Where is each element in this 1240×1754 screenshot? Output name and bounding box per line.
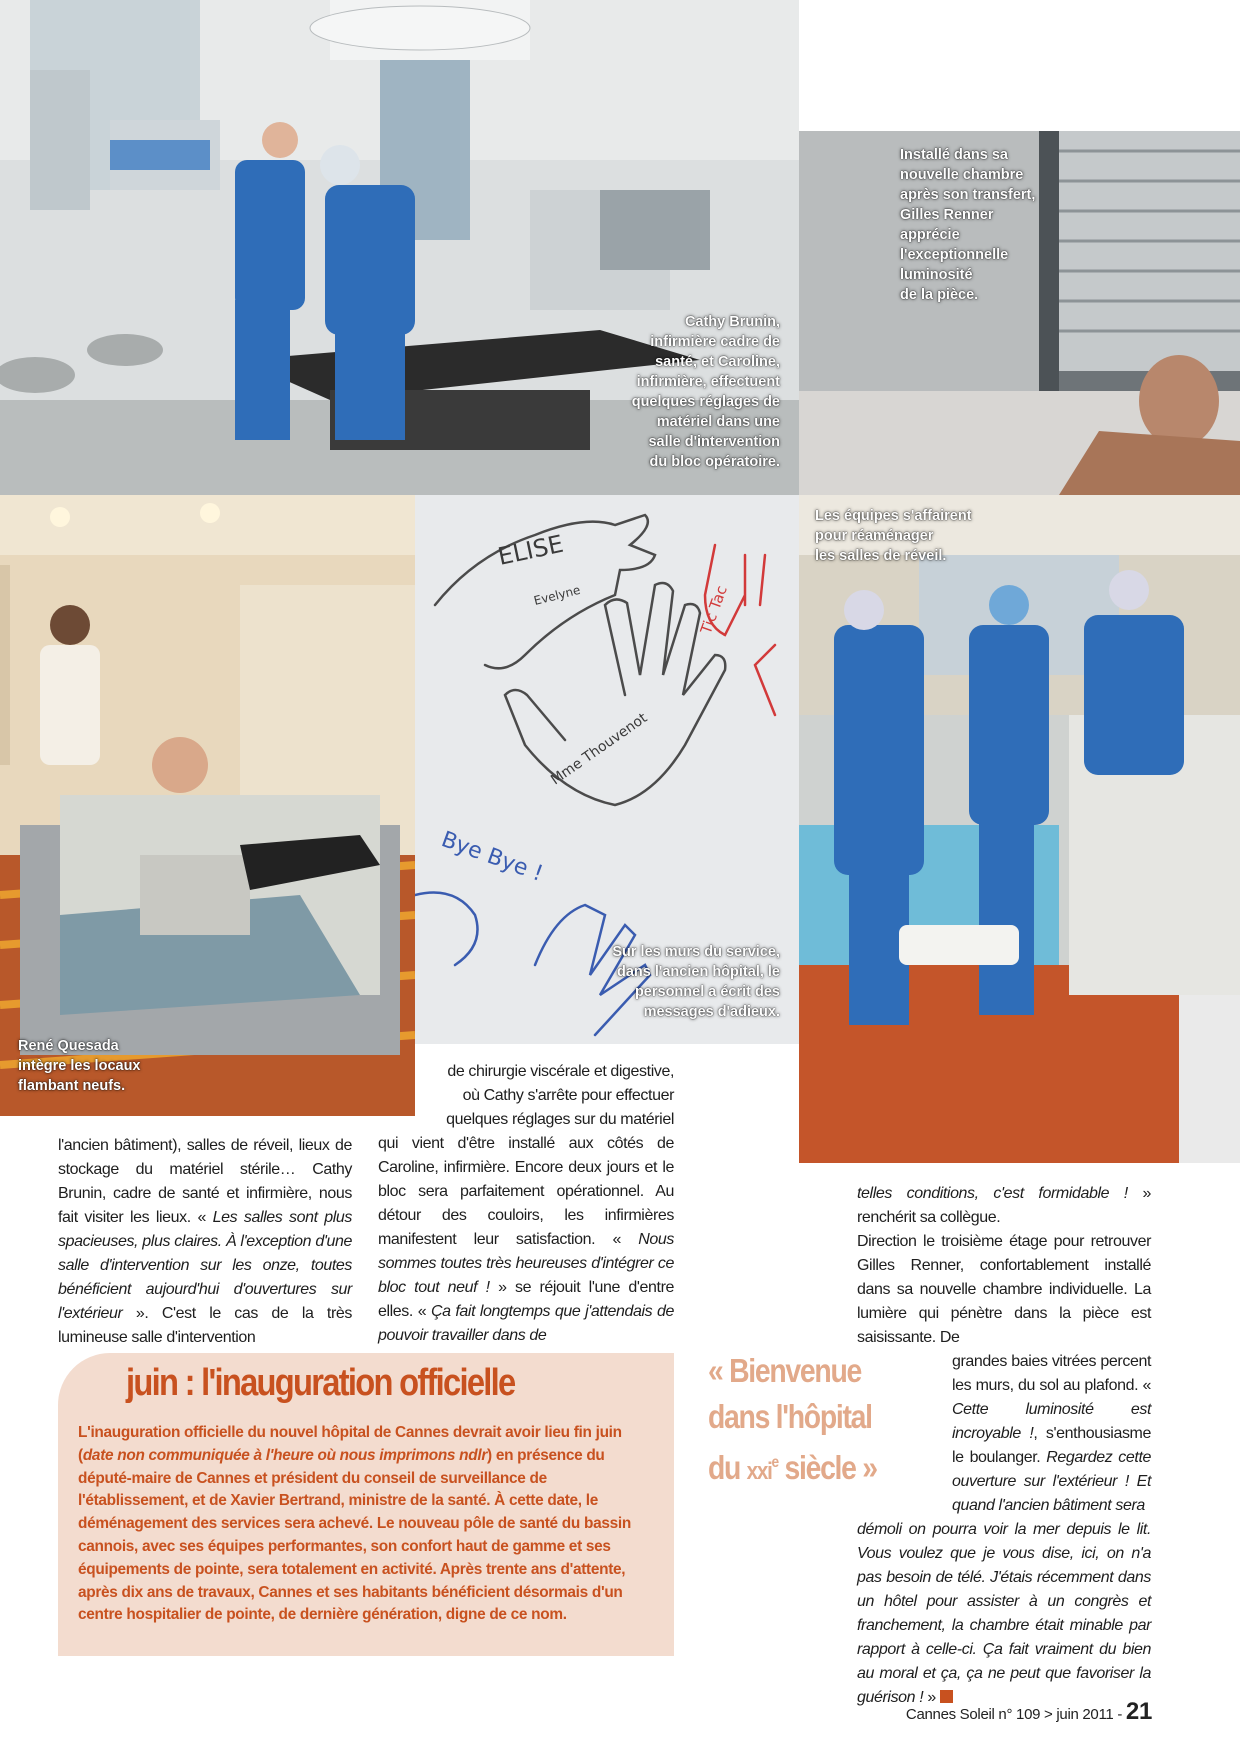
column3-close-quote: » — [923, 1689, 936, 1706]
pull-quote-line-1: « Bienvenue — [708, 1352, 862, 1389]
article-column-2 — [378, 1060, 674, 1348]
column2-quote-a: Nous sommes toutes très heureuses d'intégrer ce bloc tout neuf ! — [378, 1231, 674, 1296]
column2-quote-b: Ça fait longtemps que j'attendais de pouvoir travailler dans de — [378, 1303, 675, 1344]
caption-rene: René Quesada intègre les locaux flambant neufs. — [18, 1038, 141, 1094]
column3-para2: Direction le troisième étage pour retrouver Gilles Renner, confortablement installé dans sa nouvelle chambre individuelle. La lumière qui pénètre dans la pièce est saisissante. De — [857, 1233, 1151, 1346]
column3-text-a: » renchérit sa collègue. — [857, 1185, 1152, 1226]
column3-text-b: grandes baies vitrées percent les murs, du sol au plafond. « — [952, 1353, 1151, 1394]
column3-quote-c: Regardez cette ouverture sur l'extérieur ! Et quand l'ancien bâtiment sera — [952, 1449, 1151, 1514]
caption-wall: Sur les murs du service, dans l'ancien hôpital, le personnel a écrit des messages d'adieux. — [612, 944, 780, 1020]
wall-text-byebye: Bye Bye ! — [437, 827, 547, 887]
column3-quote-b: Cette luminosité est incroyable ! — [952, 1401, 1151, 1442]
article-column-1 — [58, 1134, 352, 1350]
pull-quote-line-3: du xxi$^e$ siècle » — [708, 1449, 877, 1486]
column1-text-a: l'ancien bâtiment), salles de réveil, lieux de stockage du matériel stérile… Cathy Brunin, cadre de santé et infirmière, nous fait visiter les lieux. « — [58, 1137, 352, 1226]
wall-text-elise: ELISE — [495, 529, 566, 571]
column3-quote-d: démoli on pourra voir la mer depuis le lit. Vous voulez que je vous dise, ici, on n'a pas besoin de télé. J'étais récemment dans un hôtel pour assister à un congrès et franchement, la chambre était minable par rapport à celle-ci. Ça fait vraiment du bien au moral et ça, ça ne peut que favoriser la guérison ! — [857, 1521, 1151, 1706]
inauguration-title: juin : l'inauguration officielle — [126, 1362, 515, 1404]
wall-text-tictac: Tic Tac — [696, 583, 731, 637]
column2-top: de chirurgie viscérale et digestive, où Cathy s'arrête pour effectuer quelques réglages sur du matériel — [446, 1063, 674, 1128]
wall-text-thouvenot: Mme Thouvenot — [548, 710, 651, 789]
footer-date: juin 2011 - — [1056, 1706, 1126, 1723]
column2-text-b: » se réjouit l'une d'entre elles. « — [378, 1279, 675, 1320]
footer-separator: > — [1040, 1706, 1057, 1723]
inauguration-text: L'inauguration officielle du nouvel hôpital de Cannes devrait avoir lieu fin juin (date non communiquée à l'heure où nous imprimons ndlr) en présence du député-maire de Cannes et président du conseil de surveillance de l'établissement, et de Xavier Bertrand, ministre de la santé. À cette date, le déménagement des services sera achevé. Le nouveau pôle de santé du bassin cannois, avec ses équipes performantes, son confort haut de gamme et ses équipements de pointe, sera totalement en activité. Après trente ans d'attente, après dix ans de travaux, Cannes et ses habitants bénéficient désormais d'un centre hospitalier de pointe, de dernière génération, digne de ce nom. — [78, 1424, 631, 1624]
caption-patient-room: Installé dans sa nouvelle chambre après son transfert, Gilles Renner apprécie l'exceptionnelle luminosité de la pièce. — [900, 147, 1036, 303]
column1-text-b: ». C'est le cas de la très lumineuse salle d'intervention — [58, 1305, 352, 1346]
column3-quote-a: telles conditions, c'est formidable ! — [857, 1185, 1128, 1202]
column3-text-c: , s'enthousiasme le boulanger. — [952, 1425, 1151, 1466]
article-column-3 — [857, 1182, 1151, 1710]
page-number: 21 — [1125, 1698, 1152, 1725]
pull-quote — [708, 1348, 889, 1495]
caption-recovery-room: Les équipes s'affairent pour réaménager les salles de réveil. — [815, 508, 972, 564]
pull-quote-line-2: dans l'hôpital — [708, 1398, 872, 1435]
photo-recovery-room — [799, 495, 1240, 1163]
column2-text-a: qui vient d'être installé aux côtés de Caroline, infirmière. Encore deux jours et le bloc sera parfaitement opérationnel. Au détour des couloirs, les infirmières manifestent leur satisfaction. « — [378, 1135, 674, 1248]
page-footer — [906, 1698, 1152, 1726]
footer-magazine: Cannes Soleil n° 109 — [905, 1706, 1041, 1723]
caption-surgery-room: Cathy Brunin, infirmière cadre de santé, et Caroline, infirmière, effectuent quelques réglages de matériel dans une salle d'intervention du bloc opératoire. — [631, 314, 780, 470]
column1-quote: Les salles sont plus spacieuses, plus claires. À l'exception d'une salle d'intervention sur les onze, toutes bénéficient aujourd'hui d'ouvertures sur l'extérieur — [58, 1209, 353, 1322]
wall-text-evelyne: Evelyne — [532, 582, 582, 608]
photo-rene-quesada — [0, 495, 415, 1116]
